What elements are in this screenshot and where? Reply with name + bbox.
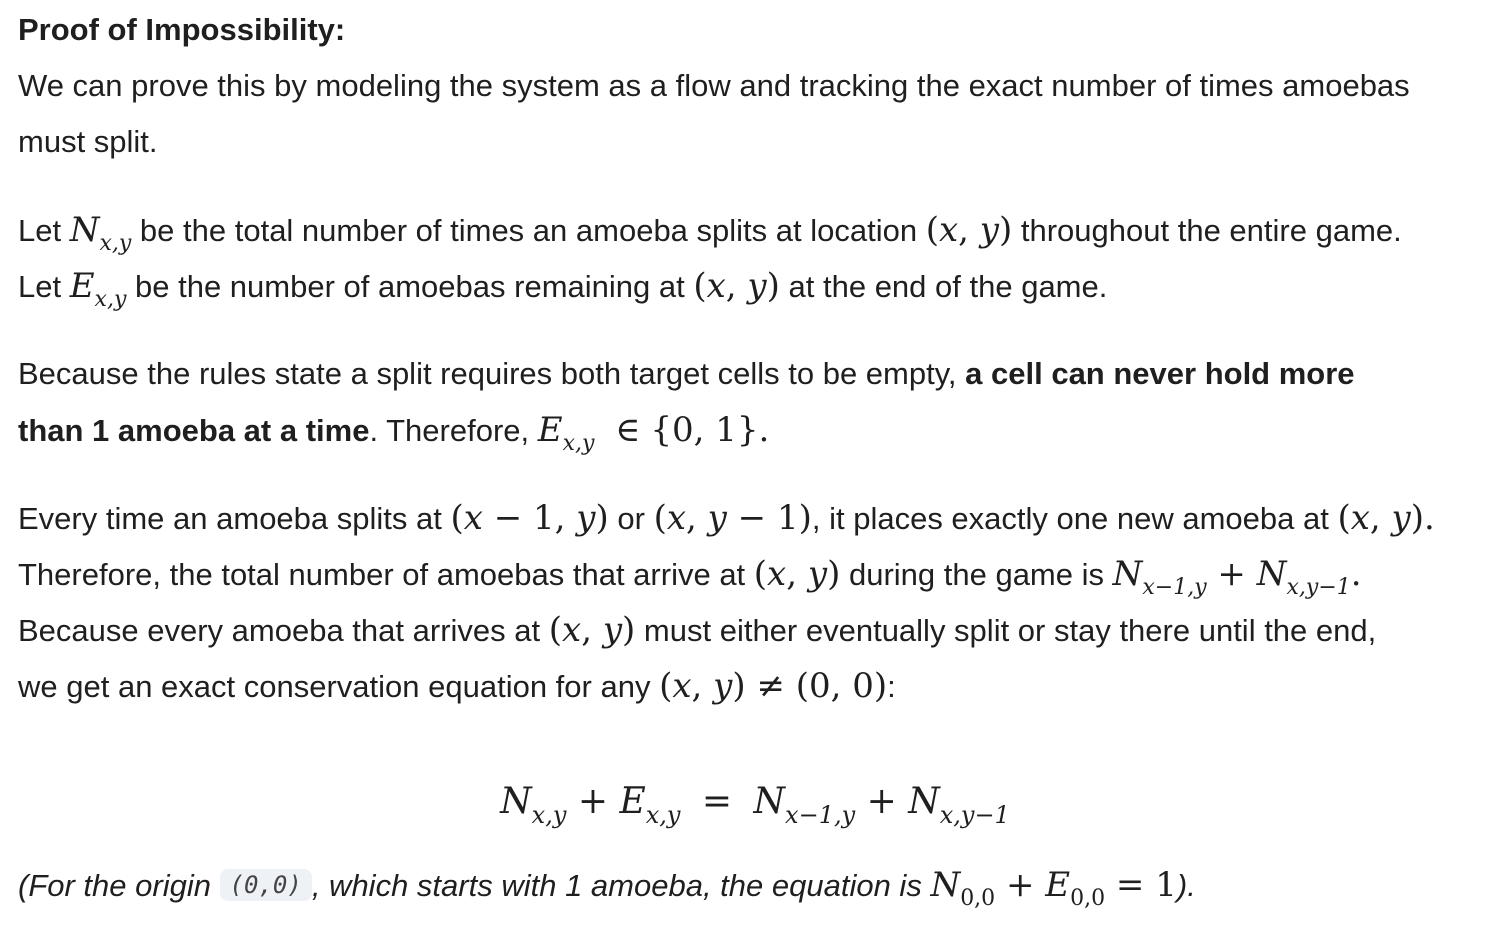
math-N-xy: $N_{x,y}$ [69, 210, 132, 256]
paragraph-line: Therefore, the total number of amoebas that arrive at (x, y) during the game is $N_{x-1,y} + N_{x,y-1}$. [18, 554, 1362, 600]
paragraph-line: must split. [18, 124, 158, 159]
paragraph-line: We can prove this by modeling the system as a flow and tracking the exact number of times amoebas [18, 68, 1410, 103]
inline-code: (0,0) [220, 869, 312, 901]
conservation-equation: $N_{x,y} + E_{x,y} = N_{x-1,y} + N_{x,y-1}$ [500, 781, 1010, 829]
math-E-set: $E_{x,y}$ ∈ {0, 1}. [537, 410, 770, 456]
paragraph-line: Every time an amoeba splits at (x − 1, y) or (x, y − 1), it places exactly one new amoeba at (x, y). [18, 498, 1435, 538]
paragraph-line: Because every amoeba that arrives at (x, y) must either eventually split or stay there until the end, [18, 610, 1377, 650]
origin-note: (For the origin (0,0) , which starts with 1 amoeba, the equation is $N_{0,0} + E_{0,0} = 1$). [18, 865, 1196, 911]
paragraph-line: than 1 amoeba at a time. Therefore, $E_{x,y}$ ∈ {0, 1}. [18, 410, 770, 456]
math-xy: (x, y) [925, 210, 1013, 250]
definition-e: Let $E_{x,y}$ be the number of amoebas remaining at (x, y) at the end of the game. [18, 266, 1108, 312]
math-xy: (x, y) [693, 266, 780, 306]
paragraph-line: Because the rules state a split requires both target cells to be empty, a cell can never hold more [18, 356, 1355, 391]
section-heading: Proof of Impossibility: [18, 12, 346, 47]
definition-n: Let $N_{x,y}$ be the total number of times an amoeba splits at location (x, y) throughout the entire game. [18, 210, 1402, 256]
math-E-xy: $E_{x,y}$ [69, 266, 127, 312]
paragraph-line: we get an exact conservation equation for any (x, y) ≠ (0, 0): [18, 666, 896, 706]
